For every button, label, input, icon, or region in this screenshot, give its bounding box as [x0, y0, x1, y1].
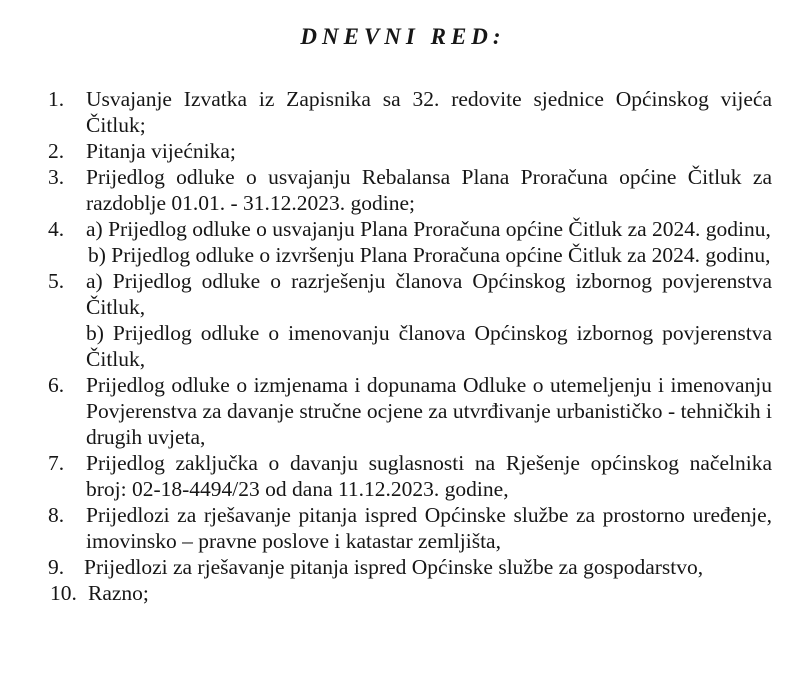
agenda-item-text: Pitanja vijećnika; [86, 139, 236, 163]
agenda-item-text: Prijedlog zaključka o davanju suglasnosti na Rješenje općinskog načelnika broj: 02-18-4494/23 od dana 11.12.2023. godine, [86, 451, 772, 501]
agenda-subitem-a: a) Prijedlog odluke o usvajanju Plana Proračuna općine Čitluk za 2024. godinu, [86, 217, 771, 241]
agenda-item-number: 5. [48, 269, 65, 293]
agenda-item-text [86, 268, 772, 372]
agenda-list [48, 86, 772, 606]
agenda-item-number: 7. [48, 451, 65, 475]
agenda-subitem-b: b) Prijedlog odluke o imenovanju članova Općinskog izbornog povjerenstva Čitluk, [86, 321, 772, 371]
agenda-item-number: 10. [50, 581, 77, 605]
agenda-item-number: 4. [48, 217, 65, 241]
agenda-item-number: 8. [48, 503, 65, 527]
agenda-subitem-b: b) Prijedlog odluke o izvršenju Plana Proračuna općine Čitluk za 2024. godinu, [88, 243, 771, 267]
agenda-item-8 [48, 502, 772, 554]
agenda-title: DNEVNI RED: [300, 24, 506, 49]
agenda-item-2 [48, 138, 772, 164]
agenda-item-text: Prijedlozi za rješavanje pitanja ispred Općinske službe za gospodarstvo, [84, 555, 704, 579]
agenda-item-7 [48, 450, 772, 502]
agenda-item-text: Prijedlog odluke o usvajanju Rebalansa Plana Proračuna općine Čitluk za razdoblje 01.01. - 31.12.2023. godine; [86, 165, 772, 215]
agenda-item-text: Prijedlozi za rješavanje pitanja ispred Općinske službe za prostorno uređenje, imovinsko – pravne poslove i katastar zemljišta, [86, 503, 772, 553]
agenda-item-4 [48, 216, 772, 268]
agenda-item-number: 6. [48, 373, 65, 397]
agenda-item-number: 3. [48, 165, 65, 189]
agenda-subitem-a: a) Prijedlog odluke o razrješenju članova Općinskog izbornog povjerenstva Čitluk, [86, 269, 772, 319]
agenda-item-9 [48, 554, 772, 580]
agenda-item-number: 9. [48, 555, 65, 579]
agenda-item-text: Prijedlog odluke o izmjenama i dopunama Odluke o utemeljenju i imenovanju Povjerenstva za davanje stručne ocjene za utvrđivanje urbanističko - tehničkih i drugih uvjeta, [86, 373, 772, 449]
agenda-item-3 [48, 164, 772, 216]
agenda-item-text [86, 216, 772, 268]
agenda-item-text: Razno; [88, 581, 149, 605]
agenda-item-text: Usvajanje Izvatka iz Zapisnika sa 32. redovite sjednice Općinskog vijeća Čitluk; [86, 87, 772, 137]
agenda-item-5 [48, 268, 772, 372]
agenda-item-number: 2. [48, 139, 65, 163]
agenda-item-number: 1. [48, 87, 65, 111]
agenda-item-10 [48, 580, 772, 606]
agenda-item-6 [48, 372, 772, 450]
agenda-item-1 [48, 86, 772, 138]
